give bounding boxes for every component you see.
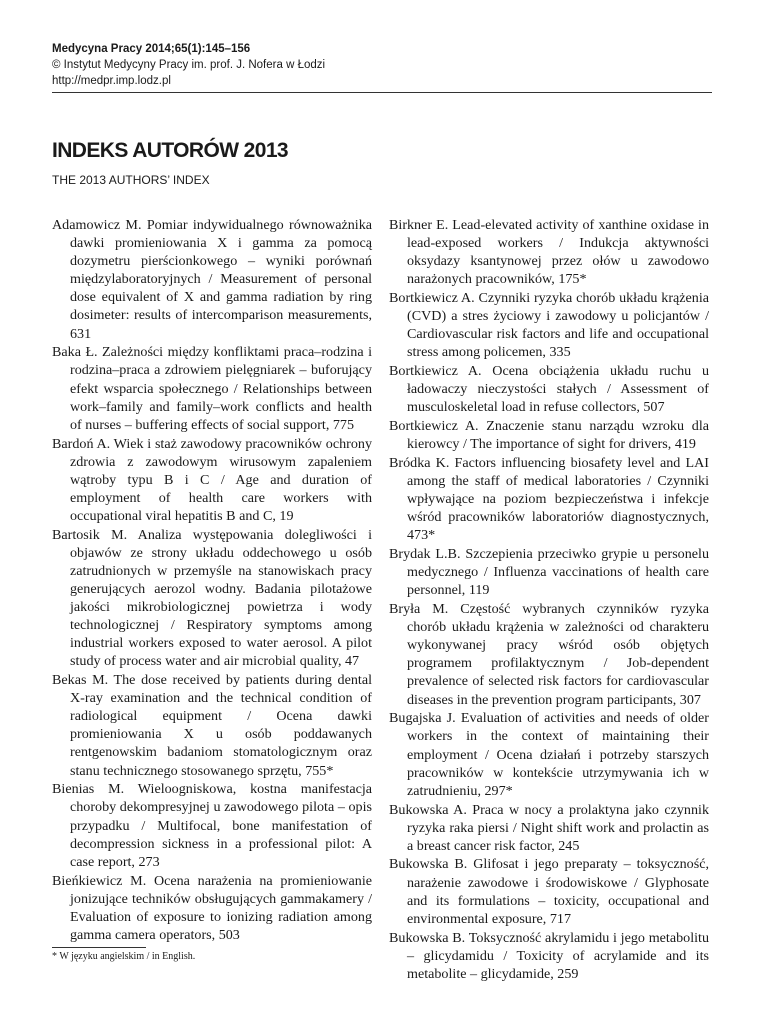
index-entry: Bardoń A. Wiek i staż zawodowy pracowników ochrony zdrowia z zawodowym wirusowym zapaleniem wątroby typu B i C / Age and duration of employment of health care workers with occupational viral hepatitis B and C, 19 bbox=[52, 435, 372, 524]
index-column-right bbox=[389, 216, 709, 984]
index-entry: Bartosik M. Analiza występowania dolegliwości i objawów ze strony układu oddechowego u osób zatrudnionych w przemyśle na stanowiskach pracy generujących aerozol wodny. Badania pilotażowe jakości mikrobiologicznej powietrza i wody technologicznej / Respiratory symptoms among industrial workers exposed to water aerosol. A pilot study of process water and air microbial quality, 47 bbox=[52, 526, 372, 670]
index-entry: Birkner E. Lead-elevated activity of xanthine oxidase in lead-exposed workers / Indukcja aktywności oksydazy ksantynowej przez ołów u zawodowo narażonych pracowników, 175* bbox=[389, 217, 709, 288]
header-rule bbox=[52, 92, 712, 93]
index-entry: Bienias M. Wieloogniskowa, kostna manifestacja choroby dekompresyjnej u zawodowego pilota – opis przypadku / Multifocal, bone manifestation of decompression sickness in a professional pilot: A case report, 273 bbox=[52, 781, 372, 870]
index-entry: Brydak L.B. Szczepienia przeciwko grypie u personelu medycznego / Influenza vaccinations of health care personnel, 119 bbox=[389, 546, 709, 599]
index-entry: Bortkiewicz A. Ocena obciążenia układu ruchu u ładowaczy nieczystości stałych / Assessment of musculoskeletal load in refuse collectors, 507 bbox=[389, 363, 709, 416]
index-entry: Bortkiewicz A. Czynniki ryzyka chorób układu krążenia (CVD) a stres życiowy i zawodowy u policjantów / Cardiovascular risk factors and life and occupational stress among policemen, 335 bbox=[389, 290, 709, 361]
page-title: INDEKS AUTORÓW 2013 bbox=[52, 139, 288, 162]
index-entry: Bródka K. Factors influencing biosafety level and LAI among the staff of medical laboratories / Czynniki wpływające na poziom bezpieczeństwa i infekcje wśród pracowników laboratoriów diagnostycznych, 473* bbox=[389, 454, 709, 544]
page-subtitle: THE 2013 AUTHORS’ INDEX bbox=[52, 173, 210, 187]
index-entry: Bukowska A. Praca w nocy a prolaktyna jako czynnik ryzyka raka piersi / Night shift work and prolactin as a breast cancer risk factor, 245 bbox=[389, 801, 709, 854]
running-header bbox=[52, 41, 712, 89]
index-entry: Adamowicz M. Pomiar indywidualnego równoważnika dawki promieniowania X i gamma za pomocą dozymetru pierścionkowego – wyniki porównań międzylaboratoryjnych / Measurement of personal dose equivalent of X and gamma radiation by ring dosimeter: results of intercomparison measurements, 631 bbox=[52, 217, 372, 342]
copyright-line: © Instytut Medycyny Pracy im. prof. J. Nofera w Łodzi bbox=[52, 59, 326, 71]
index-entry: Bortkiewicz A. Znaczenie stanu narządu wzroku dla kierowcy / The importance of sight for drivers, 419 bbox=[389, 418, 709, 453]
index-entry: Bekas M. The dose received by patients during dental X-ray examination and the technical condition of radiological equipment / Ocena dawki promieniowania X u osób poddawanych rentgenowskim badaniom stomatologicznym oraz stanu technicznego stosowanego sprzętu, 755* bbox=[52, 672, 372, 779]
index-entry: Bryła M. Częstość wybranych czynników ryzyka chorób układu krążenia w zależności od charakteru wykonywanej pracy wśród osób objętych programem profilaktycznym / Job-dependent prevalence of selected risk factors for cardiovascular diseases in the prevention program participants, 307 bbox=[389, 601, 709, 708]
footnote-rule bbox=[52, 947, 146, 948]
index-entry: Bukowska B. Glifosat i jego preparaty – toksyczność, narażenie zawodowe i środowiskowe / Glyphosate and its formulations – toxicity, occupational and environmental exposure, 717 bbox=[389, 856, 709, 927]
journal-citation: Medycyna Pracy 2014;65(1):145–156 bbox=[52, 43, 251, 55]
index-column-left bbox=[52, 216, 372, 945]
journal-url[interactable]: http://medpr.imp.lodz.pl bbox=[52, 75, 171, 87]
index-entry: Bukowska B. Toksyczność akrylamidu i jego metabolitu – glicydamidu / Toxicity of acrylamide and its metabolite – glicydamide, 259 bbox=[389, 929, 709, 982]
footnote: * W języku angielskim / in English. bbox=[52, 951, 196, 962]
index-entry: Bugajska J. Evaluation of activities and needs of older workers in the context of maintaining their employment / Ocena działań i potrzeby starszych pracowników w kontekście utrzymywania ich w zatrudnieniu, 297* bbox=[389, 710, 709, 799]
index-entry: Bieńkiewicz M. Ocena narażenia na promieniowanie jonizujące techników obsługujących gammakamery / Evaluation of exposure to ionizing radiation among gamma camera operators, 503 bbox=[52, 872, 372, 943]
index-entry: Baka Ł. Zależności między konfliktami praca–rodzina i rodzina–praca a zdrowiem pielęgniarek – buforujący efekt wsparcia społecznego / Relationships between work–family and family–work conflicts and health of nurses – buffering effects of social support, 775 bbox=[52, 344, 372, 433]
